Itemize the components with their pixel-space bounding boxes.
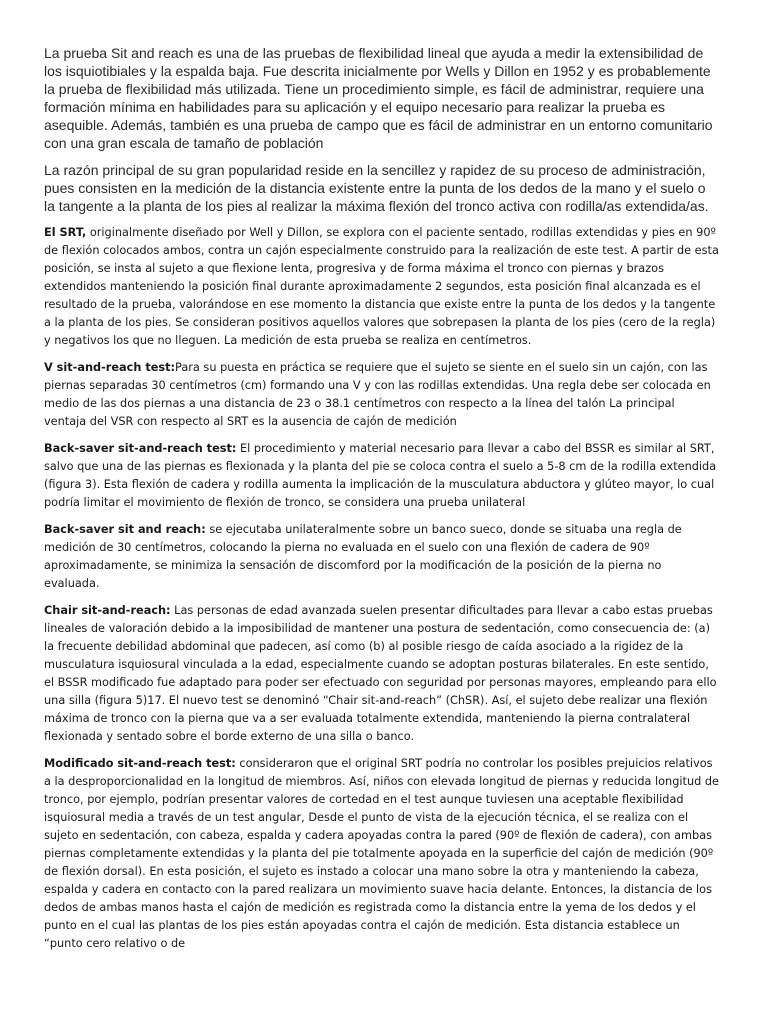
back-saver-reach-heading: Back-saver sit and reach: xyxy=(44,523,206,536)
srt-heading: El SRT, xyxy=(44,226,87,239)
back-saver-test-body: El procedimiento y material necesario para llevar a cabo del BSSR es similar al SRT, salvo que una de las piernas es flexionada y la planta del pie se coloca contra el suelo a 5-8 cm de la rodilla extendida (figura 3). Esta flexión de cadera y rodilla aumenta la implicación de la musculatura abductora y glúteo mayor, lo cual podría limitar el movimiento de flexión de tronco, se considera una prueba unilateral xyxy=(44,442,717,509)
chair-sit-and-reach-heading: Chair sit-and-reach: xyxy=(44,604,171,617)
chair-sit-and-reach-paragraph xyxy=(44,602,720,746)
chair-sit-and-reach-body: Las personas de edad avanzada suelen presentar dificultades para llevar a cabo estas pruebas lineales de valoración debido a la imposibilidad de mantener una postura de sedentación, como consecuencia de: (a) la frecuente debilidad abdominal que padecen, así como (b) al posible riesgo de caída asociado a la rigidez de la musculatura isquiosural vinculada a la edad, especialmente cuando se adoptan posturas bilaterales. En este sentido, el BSSR modificado fue adaptado para poder ser efectuado con seguridad por personas mayores, empleando para ello una silla (figura 5)17. El nuevo test se denominó “Chair sit-and-reach” (ChSR). Así, el sujeto debe realizar una flexión máxima de tronco con la pierna que va a ser evaluada totalmente extendida, manteniendo la pierna contralateral flexionada y sentado sobre el borde externo de una silla o banco. xyxy=(44,604,717,743)
v-sit-and-reach-paragraph xyxy=(44,359,720,431)
back-saver-test-paragraph xyxy=(44,440,720,512)
intro-paragraph-1: La prueba Sit and reach es una de las pruebas de flexibilidad lineal que ayuda a medir la extensibilidad de los isquiotibiales y la espalda baja. Fue descrita inicialmente por Wells y Dillon en 1952 y es probablemente la prueba de flexibilidad más utilizada. Tiene un procedimiento simple, es fácil de administrar, requiere una formación mínima en habilidades para su aplicación y el equipo necesario para realizar la prueba es asequible. Además, también es una prueba de campo que es fácil de administrar en un entorno comunitario con una gran escala de tamaño de población xyxy=(44,45,713,151)
v-sit-and-reach-body: Para su puesta en práctica se requiere que el sujeto se siente en el suelo sin un cajón, con las piernas separadas 30 centímetros (cm) formando una V y con las rodillas extendidas. Una regla debe ser colocada en medio de las dos piernas a una distancia de 23 o 38.1 centímetros con respecto a la línea del talón La principal ventaja del VSR con respecto al SRT es la ausencia de cajón de medición xyxy=(44,361,711,428)
back-saver-reach-body: se ejecutaba unilateralmente sobre un banco sueco, donde se situaba una regla de medición de 30 centímetros, colocando la pierna no evaluada en el suelo con una flexión de cadera de 90º aproximadamente, se minimiza la sensación de discomford por la modificación de la posición de la pierna no evaluada. xyxy=(44,523,682,590)
modified-sit-and-reach-heading: Modificado sit-and-reach test: xyxy=(44,757,236,770)
test-variants-section xyxy=(44,224,720,953)
back-saver-test-heading: Back-saver sit-and-reach test: xyxy=(44,442,237,455)
v-sit-and-reach-heading: V sit-and-reach test: xyxy=(44,361,176,374)
back-saver-reach-paragraph xyxy=(44,521,720,593)
document-page xyxy=(44,44,720,962)
intro-paragraph-2: La razón principal de su gran popularidad reside en la sencillez y rapidez de su proceso de administración, pues consisten en la medición de la distancia existente entre la punta de los dedos de la mano y el suelo o la tangente a la planta de los pies al realizar la máxima flexión del tronco activa con rodilla/as extendida/as. xyxy=(44,162,709,214)
modified-sit-and-reach-paragraph xyxy=(44,755,720,953)
srt-paragraph xyxy=(44,224,720,350)
intro-section xyxy=(44,44,720,215)
srt-body: originalmente diseñado por Well y Dillon, se explora con el paciente sentado, rodillas extendidas y pies en 90º de flexión colocados ambos, contra un cajón especialmente construido para la realización de este test. A partir de esta posición, se insta al sujeto a que flexione lenta, progresiva y de forma máxima el tronco con piernas y brazos extendidos manteniendo la posición final durante aproximadamente 2 segundos, esta posición final alcanzada es el resultado de la prueba, valorándose en ese momento la distancia que existe entre la punta de los dedos y la tangente a la planta de los pies. Se consideran positivos aquellos valores que sobrepasen la planta de los pies (cero de la regla) y negativos los que no lleguen. La medición de esta prueba se realiza en centímetros. xyxy=(44,226,719,347)
modified-sit-and-reach-body: consideraron que el original SRT podría no controlar los posibles prejuicios relativos a la desproporcionalidad en la longitud de miembros. Así, niños con elevada longitud de piernas y reducida longitud de tronco, por ejemplo, podrían presentar valores de cortedad en el test aunque tuviesen una aceptable flexibilidad isquiosural media a través de un test angular, Desde el punto de vista de la ejecución técnica, el se realiza con el sujeto en sedentación, con cabeza, espalda y cadera apoyadas contra la pared (90º de flexión de cadera), con ambas piernas completamente extendidas y la planta del pie totalmente apoyada en la superficie del cajón de medición (90º de flexión dorsal). En esta posición, el sujeto es instado a colocar una mano sobre la otra y manteniendo la cabeza, espalda y cadera en contacto con la pared realizara un movimiento suave hacia delante. Entonces, la distancia de los dedos de ambas manos hasta el cajón de medición es registrada como la distancia entre la yema de los dedos y el punto en el cual las plantas de los pies están apoyadas contra el cajón de medición. Esta distancia establece un “punto cero relativo o de xyxy=(44,757,719,950)
